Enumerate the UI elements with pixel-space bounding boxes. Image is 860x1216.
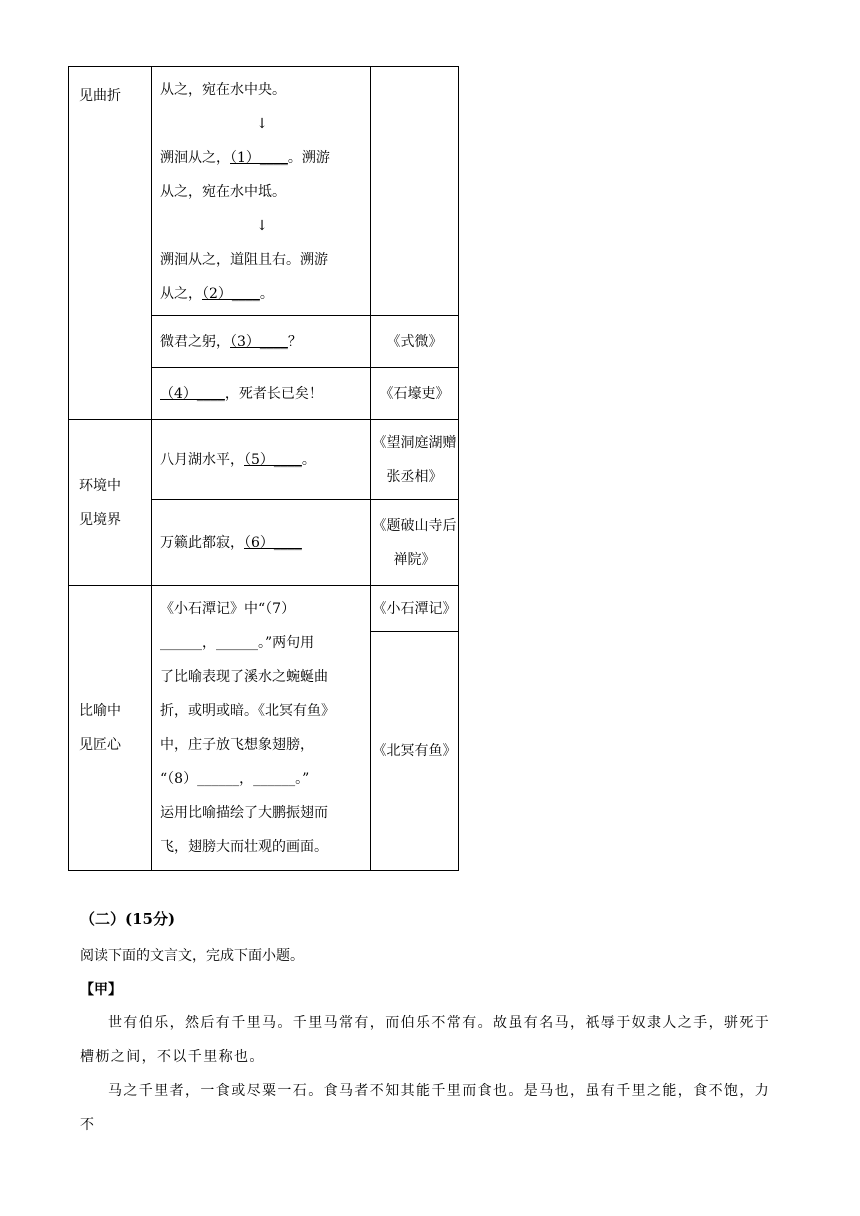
category-label-line: 比喻中 <box>79 703 121 719</box>
poem-line-cell: 八月湖水平，（5）____。 <box>152 420 371 500</box>
blank-2: （2）____ <box>202 286 260 302</box>
poem-line: 从之，（2）____。 <box>160 286 274 302</box>
section-heading: （二）(15分) <box>80 910 176 928</box>
poetry-table <box>68 66 459 871</box>
source-shihaoli: 《石壕吏》 <box>371 368 459 420</box>
passage-paragraph-1: 世有伯乐，然后有千里马。千里马常有，而伯乐不常有。故虽有名马，祇辱于奴隶人之手，骈死于槽枥之间，不以千里称也。 <box>80 1015 771 1065</box>
category-cell-metaphor <box>69 586 152 871</box>
source-shiwei: 《式微》 <box>371 316 459 368</box>
poem-line-cell: （4）____，死者长已矣！ <box>152 368 371 420</box>
passage-label-jia: 【甲】 <box>80 982 122 998</box>
source-cell-empty <box>371 67 459 316</box>
metaphor-text-cell: 《小石潭记》中“（7） ______，______。”两句用 了比喻表现了溪水之蜿蜒曲 折，或明或暗。《北冥有鱼》 中，庄子放飞想象翅膀， “（8）______，______。” 运用比喻描绘了大鹏振翅而 飞，翅膀大而壮观的画面。 <box>152 586 371 871</box>
blank-1: （1）____ <box>230 150 288 166</box>
source-xiaoshitan: 《小石潭记》 <box>371 586 459 632</box>
blank-4: （4）____ <box>160 385 225 402</box>
poem-line: 从之，宛在水中央。 <box>160 82 286 98</box>
blank-3: （3）____ <box>230 333 288 350</box>
blank-6: （6）____ <box>244 534 302 551</box>
poem-line-cell: 微君之躬，（3）____？ <box>152 316 371 368</box>
poem-line: 从之，宛在水中坻。 <box>160 184 286 200</box>
category-label-line: 见境界 <box>79 511 121 528</box>
category-label-winding: 见曲折 <box>79 88 121 104</box>
passage-paragraph-2: 马之千里者，一食或尽粟一石。食马者不知其能千里而食也。是马也，虽有千里之能，食不饱，力不 <box>80 1083 771 1133</box>
source-dongting: 《望洞庭湖赠 张丞相》 <box>371 420 459 500</box>
poem-line: 溯洄从之，道阻且右。溯游 <box>160 252 328 268</box>
blank-5: （5）____ <box>244 451 302 468</box>
source-beiming: 《北冥有鱼》 <box>371 632 459 871</box>
source-poshansi: 《题破山寺后 禅院》 <box>371 500 459 586</box>
arrow-down-icon: ↓ <box>256 218 268 234</box>
category-label-line: 见匠心 <box>79 737 121 753</box>
category-cell-environment <box>69 420 152 586</box>
poem-line: 溯洄从之，（1）____。溯游 <box>160 150 330 166</box>
instruction-text: 阅读下面的文言文，完成下面小题。 <box>80 948 304 964</box>
poem-line-cell: 万籁此都寂，（6）____ <box>152 500 371 586</box>
poem-lines-cell <box>152 67 371 316</box>
category-label-line: 环境中 <box>79 477 121 494</box>
category-cell-winding <box>69 67 152 420</box>
arrow-down-icon: ↓ <box>256 116 268 132</box>
